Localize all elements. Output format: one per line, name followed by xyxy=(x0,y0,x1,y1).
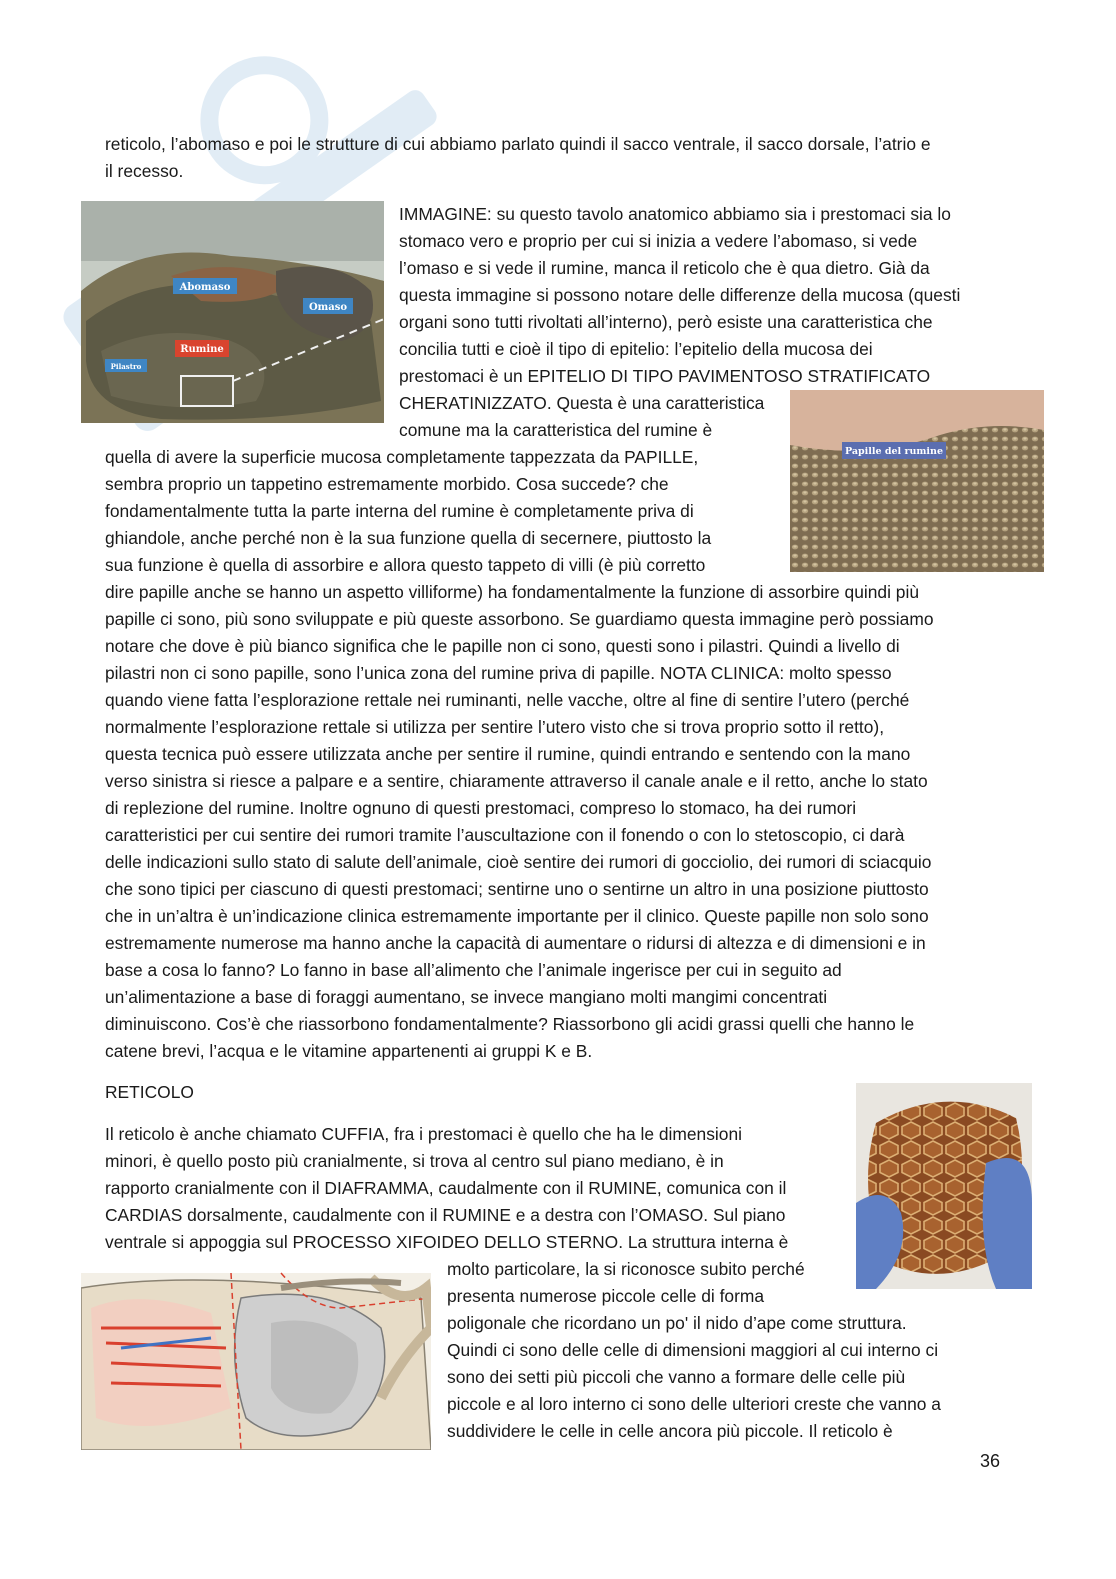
immagine-line: pilastri non ci sono papille, sono l’unica zona del rumine priva di papille. NOTA CLINICA: molto spesso xyxy=(105,663,892,683)
immagine-line: organi sono tutti rivoltati all’interno), però esiste una caratteristica che xyxy=(399,312,933,332)
reticolo-line: sono dei setti più piccoli che vanno a formare delle celle più xyxy=(447,1367,906,1387)
immagine-line: caratteristici per cui sentire dei rumori tramite l’auscultazione con il fonendo o con lo stetoscopio, ci darà xyxy=(105,825,905,845)
immagine-line: estremamente numerose ma hanno anche la capacità di aumentare o ridursi di altezza e di dimensioni e in xyxy=(105,933,926,953)
section-heading: RETICOLO xyxy=(105,1082,194,1102)
immagine-line: normalmente l’esplorazione rettale si utilizza per sentire l’utero visto che si trova proprio sotto il retto), xyxy=(105,717,885,737)
reticolo-line: Il reticolo è anche chiamato CUFFIA, fra i prestomaci è quello che ha le dimensioni xyxy=(105,1124,742,1144)
immagine-line: che sono tipici per ciascuno di questi prestomaci; sentirne uno o sentirne un altro in una posizione piuttosto xyxy=(105,879,929,899)
immagine-line: dire papille anche se hanno un aspetto villiforme) ha fondamentalmente la funzione di assorbire quindi più xyxy=(105,582,920,602)
immagine-line: IMMAGINE: su questo tavolo anatomico abbiamo sia i prestomaci sia lo xyxy=(399,204,951,224)
reticolo-line: ventrale si appoggia sul PROCESSO XIFOIDEO DELLO STERNO. La struttura interna è xyxy=(105,1232,789,1252)
immagine-line: catene brevi, l’acqua e le vitamine appartenenti ai gruppi K e B. xyxy=(105,1041,593,1061)
immagine-line: quando viene fatta l’esplorazione rettale nei ruminanti, nelle vacche, oltre al fine di sentire l’utero (perché xyxy=(105,690,910,710)
reticolo-line: poligonale che ricordano un po' il nido d’ape come struttura. xyxy=(447,1313,907,1333)
immagine-line: CHERATINIZZATO. Questa è una caratteristica xyxy=(399,393,765,413)
rumen-papillae-photo xyxy=(790,390,1044,572)
immagine-line: sua funzione è quella di assorbire e allora questo tappeto di villi (è più corretto xyxy=(105,555,706,575)
intro-line: reticolo, l’abomaso e poi le strutture di cui abbiamo parlato quindi il sacco ventrale, il sacco dorsale, l’atrio e xyxy=(105,134,931,154)
immagine-line: comune ma la caratteristica del rumine è xyxy=(399,420,713,440)
reticolo-line: CARDIAS dorsalmente, caudalmente con il RUMINE e a destra con l’OMASO. Sul piano xyxy=(105,1205,786,1225)
immagine-line: un’alimentazione a base di foraggi aumentano, se invece mangiano molti mangimi concentrati xyxy=(105,987,828,1007)
immagine-line: concilia tutti e cioè il tipo di epitelio: l’epitelio della mucosa dei xyxy=(399,339,873,359)
label-pilastro: Pilastro xyxy=(110,362,142,371)
stomach-anatomy-photo xyxy=(81,201,384,423)
immagine-line: questa immagine si possono notare delle differenze della mucosa (questi xyxy=(399,285,961,305)
immagine-line: papille ci sono, più sono sviluppate e più queste assorbono. Se guardiamo questa immagine però possiamo xyxy=(105,609,934,629)
immagine-line: fondamentalmente tutta la parte interna del rumine è completamente priva di xyxy=(105,501,694,521)
immagine-line: l’omaso e si vede il rumine, manca il reticolo che è qua dietro. Già da xyxy=(399,258,930,278)
immagine-line: base a cosa lo fanno? Lo fanno in base all’alimento che l’animale ingerisce per cui in seguito ad xyxy=(105,960,842,980)
immagine-line: prestomaci è un EPITELIO DI TIPO PAVIMENTOSO STRATIFICATO xyxy=(399,366,931,386)
label-omaso: Omaso xyxy=(308,302,348,313)
label-rumine: Rumine xyxy=(180,344,224,355)
immagine-line: di replezione del rumine. Inoltre ognuno di questi prestomaci, compreso lo stomaco, ha dei rumori xyxy=(105,798,857,818)
reticolo-line: piccole e al loro interno ci sono delle ulteriori creste che vanno a xyxy=(447,1394,941,1414)
immagine-line: notare che dove è più bianco significa che le papille non ci sono, questi sono i pilastri. Quindi a livello di xyxy=(105,636,900,656)
label-abomaso: Abomaso xyxy=(179,282,231,293)
immagine-line: delle indicazioni sullo stato di salute dell’animale, cioè sentire dei rumori di gocciolio, dei rumori di sciacquio xyxy=(105,852,932,872)
label-papille-del-rumine: Papille del rumine xyxy=(845,446,943,457)
reticolo-line: Quindi ci sono delle celle di dimensioni maggiori al cui interno ci xyxy=(447,1340,939,1360)
immagine-line: diminuiscono. Cos’è che riassorbono fondamentalmente? Riassorbono gli acidi grassi quelli che hanno le xyxy=(105,1014,915,1034)
intro-line: il recesso. xyxy=(105,161,184,181)
immagine-line: quella di avere la superficie mucosa completamente tappezzata da PAPILLE, xyxy=(105,447,699,467)
immagine-line: ghiandole, anche perché non è la sua funzione quella di secernere, piuttosto la xyxy=(105,528,712,548)
cow-anatomy-diagram xyxy=(81,1268,431,1450)
reticolo-line: rapporto cranialmente con il DIAFRAMMA, caudalmente con il RUMINE, comunica con il xyxy=(105,1178,787,1198)
immagine-line: verso sinistra si riesce a palpare e a sentire, chiaramente attraverso il canale anale e il retto, anche lo stato xyxy=(105,771,928,791)
reticolo-line: molto particolare, la si riconosce subito perché xyxy=(447,1259,805,1279)
reticolo-line: suddividere le celle in celle ancora più piccole. Il reticolo è xyxy=(447,1421,893,1441)
page-number: 36 xyxy=(980,1451,1001,1471)
reticulum-honeycomb-photo xyxy=(856,1083,1032,1289)
immagine-line: che in un’altra è un’indicazione clinica estremamente importante per il clinico. Queste papille non solo sono xyxy=(105,906,929,926)
reticolo-line: minori, è quello posto più cranialmente, si trova al centro sul piano mediano, è in xyxy=(105,1151,724,1171)
immagine-line: stomaco vero e proprio per cui si inizia a vedere l’abomaso, si vede xyxy=(399,231,918,251)
reticolo-line: presenta numerose piccole celle di forma xyxy=(447,1286,765,1306)
immagine-line: sembra proprio un tappetino estremamente morbido. Cosa succede? che xyxy=(105,474,669,494)
immagine-line: questa tecnica può essere utilizzata anche per sentire il rumine, quindi entrando e sentendo con la mano xyxy=(105,744,911,764)
